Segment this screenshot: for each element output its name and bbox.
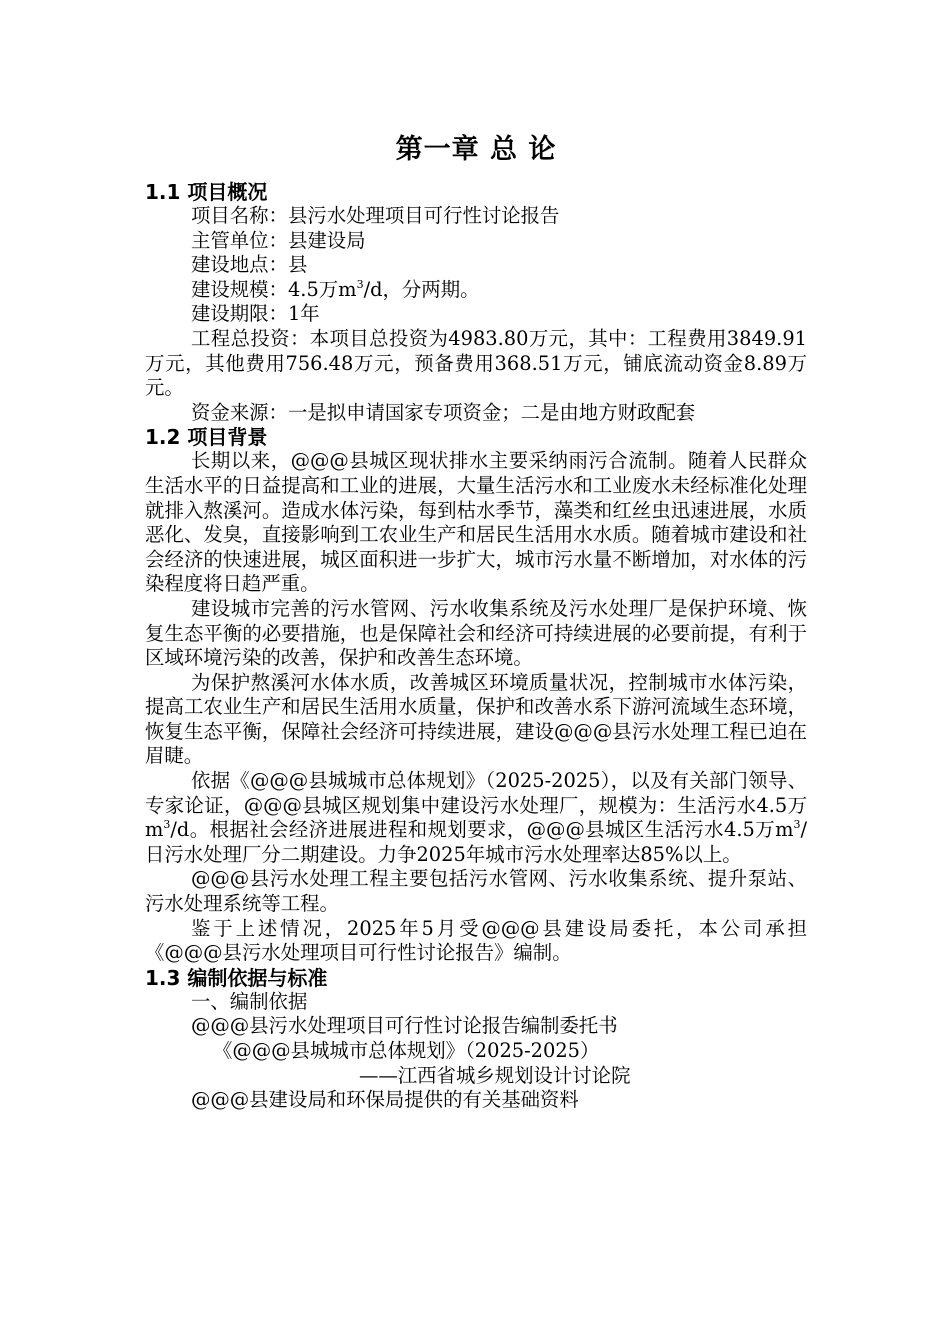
background-paragraph-5: @@@县污水处理工程主要包括污水管网、污水收集系统、提升泵站、污水处理系统等工程。 <box>145 867 807 916</box>
p4-text-c: /日污水处理厂分二期建设。力争2025年城市污水处理率达85%以上。 <box>145 818 807 866</box>
funding-paragraph: 资金来源：一是拟申请国家专项资金；二是由地方财政配套 <box>191 400 696 424</box>
p4-sup-1: 3 <box>163 818 171 832</box>
background-paragraph-6: 鉴于上述情况，2025年5月受@@@县建设局委托，本公司承担《@@@县污水处理项目可行性讨论报告》编制。 <box>145 916 807 965</box>
supervising-unit-line: 主管单位：县建设局 <box>191 228 366 252</box>
background-paragraph-1: 长期以来，@@@县城区现状排水主要采纳雨污合流制。随着人民群众生活水平的日益提高和工业的进展，大量生活污水和工业废水未经标准化处理就排入熬溪河。造成水体污染，每到枯水季节，藻类和红丝虫迅速进展，水质恶化、发臭，直接影响到工农业生产和居民生活用水水质。随着城市建设和社会经济的快速进展，城区面积进一步扩大，城市污水量不断增加，对水体的污染程度将日趋严重。 <box>145 449 807 596</box>
basis-item-2-author: ——江西省城乡规划设计讨论院 <box>359 1063 631 1087</box>
p4-text-a: 依据《@@@县城城市总体规划》（2025-2025），以及有关部门领导、专家论证，@@@县城区规划集中建设污水处理厂，规模为：生活污水4.5万m <box>145 769 807 842</box>
basis-item-2: 《@@@县城城市总体规划》（2025-2025） <box>213 1039 600 1062</box>
location-line: 建设地点：县 <box>191 253 308 277</box>
background-paragraph-3: 为保护熬溪河水体水质，改善城区环境质量状况，控制城市水体污染，提高工农业生产和居民生活用水质量，保护和改善水系下游河流域生态环境，恢复生态平衡，保障社会经济可持续进展，建设@@@县污水处理工程已迫在眉睫。 <box>145 670 807 768</box>
basis-subheading: 一、编制依据 <box>191 989 308 1013</box>
scale-text: 建设规模：4.5万m <box>191 277 357 301</box>
section-heading-1-2: 1.2 项目背景 <box>145 425 268 450</box>
project-name-line: 项目名称：县污水处理项目可行性讨论报告 <box>191 204 560 227</box>
investment-paragraph: 工程总投资：本项目总投资为4983.80万元，其中：工程费用3849.91万元，其他费用756.48万元，预备费用368.51万元，铺底流动资金8.89万元。 <box>145 326 807 400</box>
period-line: 建设期限：1年 <box>191 302 320 326</box>
chapter-title: 第一章 总 论 <box>395 134 557 165</box>
basis-item-1: @@@县污水处理项目可行性讨论报告编制委托书 <box>191 1014 618 1038</box>
scale-line <box>145 278 807 303</box>
background-paragraph-2: 建设城市完善的污水管网、污水收集系统及污水处理厂是保护环境、恢复生态平衡的必要措施，也是保障社会和经济可持续进展的必要前提，有利于区域环境污染的改善，保护和改善生态环境。 <box>145 596 807 670</box>
document-page <box>145 128 807 1113</box>
section-heading-1-3: 1.3 编制依据与标准 <box>145 965 328 990</box>
p4-text-b: /d。根据社会经济进展进程和规划要求，@@@县城区生活污水4.5万m <box>170 818 794 842</box>
background-paragraph-4 <box>145 769 807 867</box>
scale-sup: 3 <box>356 277 364 291</box>
section-heading-1-1: 1.1 项目概况 <box>145 180 268 204</box>
p4-sup-2: 3 <box>793 818 801 832</box>
scale-text-post: /d，分两期。 <box>363 277 480 301</box>
basis-item-3: @@@县建设局和环保局提供的有关基础资料 <box>191 1088 579 1112</box>
